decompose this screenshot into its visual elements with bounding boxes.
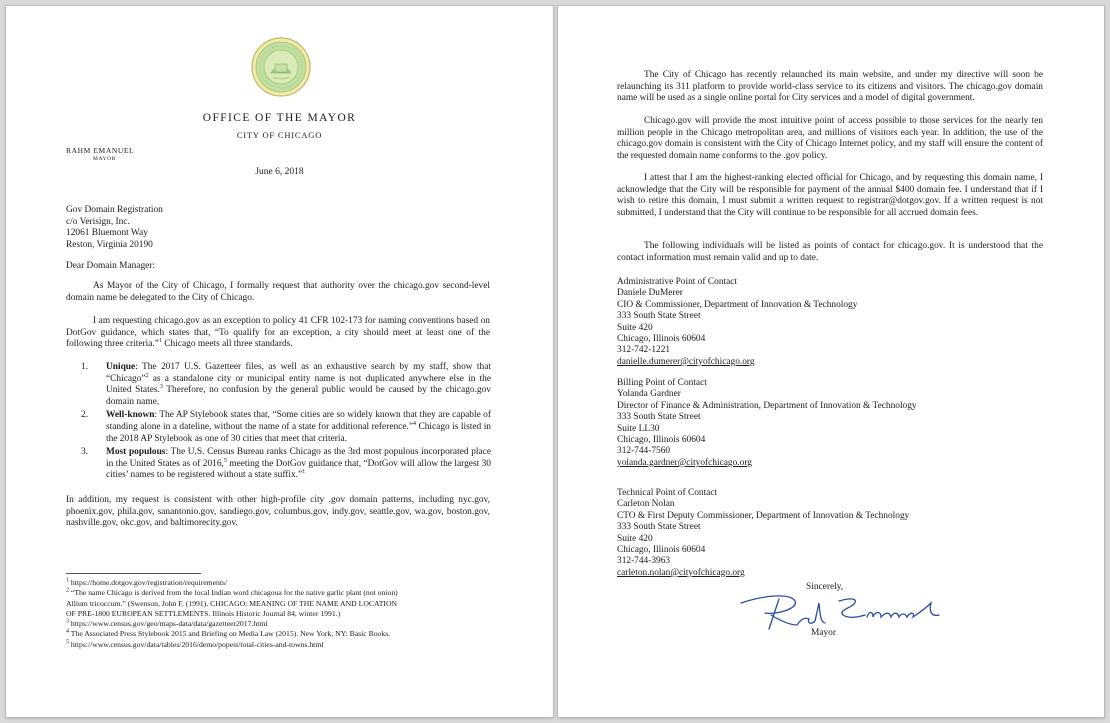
contact-email[interactable]: carleton.nolan@cityofchicago.org — [617, 567, 745, 578]
footnote-number: 3 — [66, 618, 69, 625]
body-paragraph: The following individuals will be listed as points of contact for chicago.gov. It is understood that the contact information must remain valid and up to date. — [617, 241, 1043, 263]
office-title: OFFICE OF THE MAYOR — [202, 112, 357, 124]
city-of-chicago-seal-icon — [251, 37, 311, 97]
footnote-divider — [66, 573, 201, 574]
contact-phone: 312-744-7560 — [617, 446, 671, 457]
criteria-label: Unique — [106, 362, 136, 372]
mayor-signature-icon — [735, 589, 951, 631]
footnote — [66, 619, 496, 629]
contact-heading: Billing Point of Contact — [617, 378, 707, 388]
criteria-text: : The 2017 U.S. Gazetteer files, as well as an exhaustive search by my staff, show that “Chicago” — [106, 362, 491, 384]
criteria-text: meeting the DotGov guidance that, “DotGov will allow the largest 30 cities’ names to be registered without a state suffix.” — [106, 458, 491, 481]
criteria-item — [81, 410, 491, 445]
body-paragraph: As Mayor of the City of Chicago, I formally request that authority over the chicago.gov second-level domain name be delegated to the City of Chicago. — [66, 281, 490, 303]
criteria-text: : The U.S. Census Bureau ranks Chicago as the 3rd most populous incorporated place in the United States as of 2016, — [106, 447, 491, 469]
footnote-ref: 4 — [413, 420, 416, 427]
recipient-line: Reston, Virginia 20190 — [66, 239, 153, 250]
contact-suite: Suite LL30 — [617, 423, 660, 434]
contact-heading: Technical Point of Contact — [617, 488, 718, 498]
recipient-address — [66, 205, 163, 251]
contact-city: Chicago, Illinois 60604 — [617, 334, 706, 345]
technical-contact — [617, 488, 909, 579]
contact-street: 333 South State Street — [617, 522, 701, 533]
footnote-text: The Associated Press Stylebook 2015 and Briefing on Media Law (2015). New York, NY: Basic Books. — [69, 629, 391, 639]
footnote-ref: 1 — [302, 469, 306, 476]
footnote-text: “The name Chicago is derived from the local Indian word chicagoua for the native garlic plant (not onion) — [69, 588, 398, 598]
body-paragraph: The City of Chicago has recently relaunched its main website, and under my directive will soon be relaunching its 311 platform to provide world-class service to its citizens and visitors. The chicago.gov domain name will be used as a single online portal for City services and a model of digital government. — [617, 70, 1043, 104]
contact-title: Director of Finance & Administration, Department of Innovation & Technology — [617, 400, 917, 411]
criteria-number: 3. — [81, 447, 89, 458]
footnotes — [66, 578, 496, 650]
contact-phone: 312-742-1221 — [617, 345, 671, 356]
criteria-label: Well-known — [106, 410, 155, 421]
criteria-item — [81, 447, 491, 482]
letter-page-1 — [6, 6, 553, 717]
contact-heading: Administrative Point of Contact — [617, 277, 738, 287]
salutation: Dear Domain Manager: — [66, 261, 156, 271]
body-paragraph — [66, 316, 490, 351]
contact-street: 333 South State Street — [617, 412, 701, 423]
footnote-number: 1 — [66, 577, 69, 584]
mayor-title: MAYOR — [93, 156, 116, 162]
recipient-line: Gov Domain Registration — [66, 205, 163, 215]
signer-role: Mayor — [811, 628, 836, 638]
body-paragraph: In addition, my request is consistent with other high-profile city .gov domain patterns, including nyc.gov, phoenix.gov, phila.gov, sanantonio.gov, sandiego.gov, columbus.gov, indy.gov, seattle.gov, wa.gov, boston.gov, nashville.gov, okc.gov, and baltimorecity.gov. — [66, 495, 490, 529]
contact-name: Yolanda Gardner — [617, 389, 681, 400]
criteria-list — [81, 362, 491, 484]
paragraph-text: Chicago meets all three standards. — [161, 339, 293, 350]
criteria-number: 2. — [81, 410, 89, 421]
paragraph-text: I am requesting chicago.gov as an exception to policy 41 CFR 102-173 for naming conventions based on DotGov guidance, which states that, “To qualify for an exception, a city should meet at least one of the following three criteria.” — [66, 316, 490, 350]
criteria-text: Therefore, no confusion by the general public would be caused by the chicago.gov domain name. — [106, 385, 491, 407]
contact-suite: Suite 420 — [617, 533, 653, 544]
footnote-ref: 3 — [159, 384, 163, 391]
contact-city: Chicago, Illinois 60604 — [617, 435, 706, 446]
footnote-ref: 5 — [223, 457, 227, 464]
contact-suite: Suite 420 — [617, 322, 653, 333]
footnote-number: 2 — [66, 587, 69, 594]
criteria-text: as a standalone city or municipal entity name is not duplicated anywhere else in the United States. — [106, 373, 491, 396]
footnote — [66, 629, 496, 639]
footnote — [66, 588, 496, 598]
criteria-label: Most populous — [106, 447, 166, 458]
footnote-number: 5 — [66, 639, 69, 646]
footnote-number: 4 — [66, 628, 69, 635]
criteria-text: : The AP Stylebook states that, “Some cities are so widely known that they are capable of standing alone in a dateline, without the name of a state for additional reference.” — [106, 410, 491, 432]
letter-page-2 — [558, 6, 1104, 717]
letter-date: June 6, 2018 — [255, 167, 304, 177]
contact-title: CTO & First Deputy Commissioner, Department of Innovation & Technology — [617, 510, 910, 521]
footnote — [66, 640, 496, 650]
contact-phone: 312-744-3963 — [617, 556, 671, 567]
mayor-name: RAHM EMANUEL — [66, 146, 135, 155]
contact-name: Daniele DuMerer — [617, 288, 683, 299]
closing: Sincerely, — [806, 582, 844, 592]
criteria-item — [81, 362, 491, 408]
body-paragraph: Chicago.gov will provide the most intuitive point of access possible to those services for the nearly ten million people in the Chicago metropolitan area, and millions of visitors each year. In addition, the use of the chicago.gov domain is consistent with the City of Chicago Internet policy, and my staff will ensure the content of the requested domain name conforms to the .gov policy. — [617, 116, 1043, 161]
footnote-ref: 1 — [158, 338, 162, 345]
contact-email[interactable]: danielle.dumerer@cityofchicago.org — [617, 356, 755, 367]
footnote-text: https://www.census.gov/geo/maps-data/data/gazetteer2017.html — [69, 619, 268, 629]
contact-name: Carleton Nolan — [617, 499, 675, 510]
footnote-text: https://www.census.gov/data/tables/2016/demo/popest/total-cities-and-towns.html — [69, 639, 324, 649]
footnote-text: OF PRE-1800 EUROPEAN SETTLEMENTS. Illinois Historic Journal 84, winter 1991.) — [66, 608, 341, 618]
recipient-line: 12061 Bluemont Way — [66, 228, 148, 239]
footnote-text: Allium tricoccum.” (Swenson, John F. (1991). CHICAGO: MEANING OF THE NAME AND LOCATION — [66, 598, 398, 608]
recipient-line: c/o Verisign, Inc. — [66, 216, 130, 227]
criteria-number: 1. — [81, 362, 89, 372]
contact-street: 333 South State Street — [617, 311, 701, 322]
footnote-text: https://home.dotgov.gov/registration/requirements/ — [69, 578, 228, 587]
billing-contact — [617, 378, 917, 469]
contact-title: CIO & Commissioner, Department of Innovation & Technology — [617, 299, 858, 310]
body-paragraph: I attest that I am the highest-ranking elected official for Chicago, and by requesting this domain name, I acknowledge that the City will be responsible for payment of the annual $400 domain fee. I understand that if I wish to retire this domain, I must submit a written request to registrar@dotgov.gov. If a written request is not submitted, I understand that the City will continue to be responsible for all accrued domain fees. — [617, 173, 1043, 218]
footnote-ref: 2 — [145, 372, 149, 379]
contact-city: Chicago, Illinois 60604 — [617, 545, 706, 556]
city-subtitle: CITY OF CHICAGO — [236, 130, 323, 140]
criteria-text: Chicago is listed in the 2018 AP Stylebook as one of 30 cities that meet that criteria. — [106, 421, 491, 444]
contact-email[interactable]: yolanda.gardner@cityofchicago.org — [617, 457, 752, 468]
footnote — [66, 578, 496, 588]
administrative-contact — [617, 277, 857, 368]
